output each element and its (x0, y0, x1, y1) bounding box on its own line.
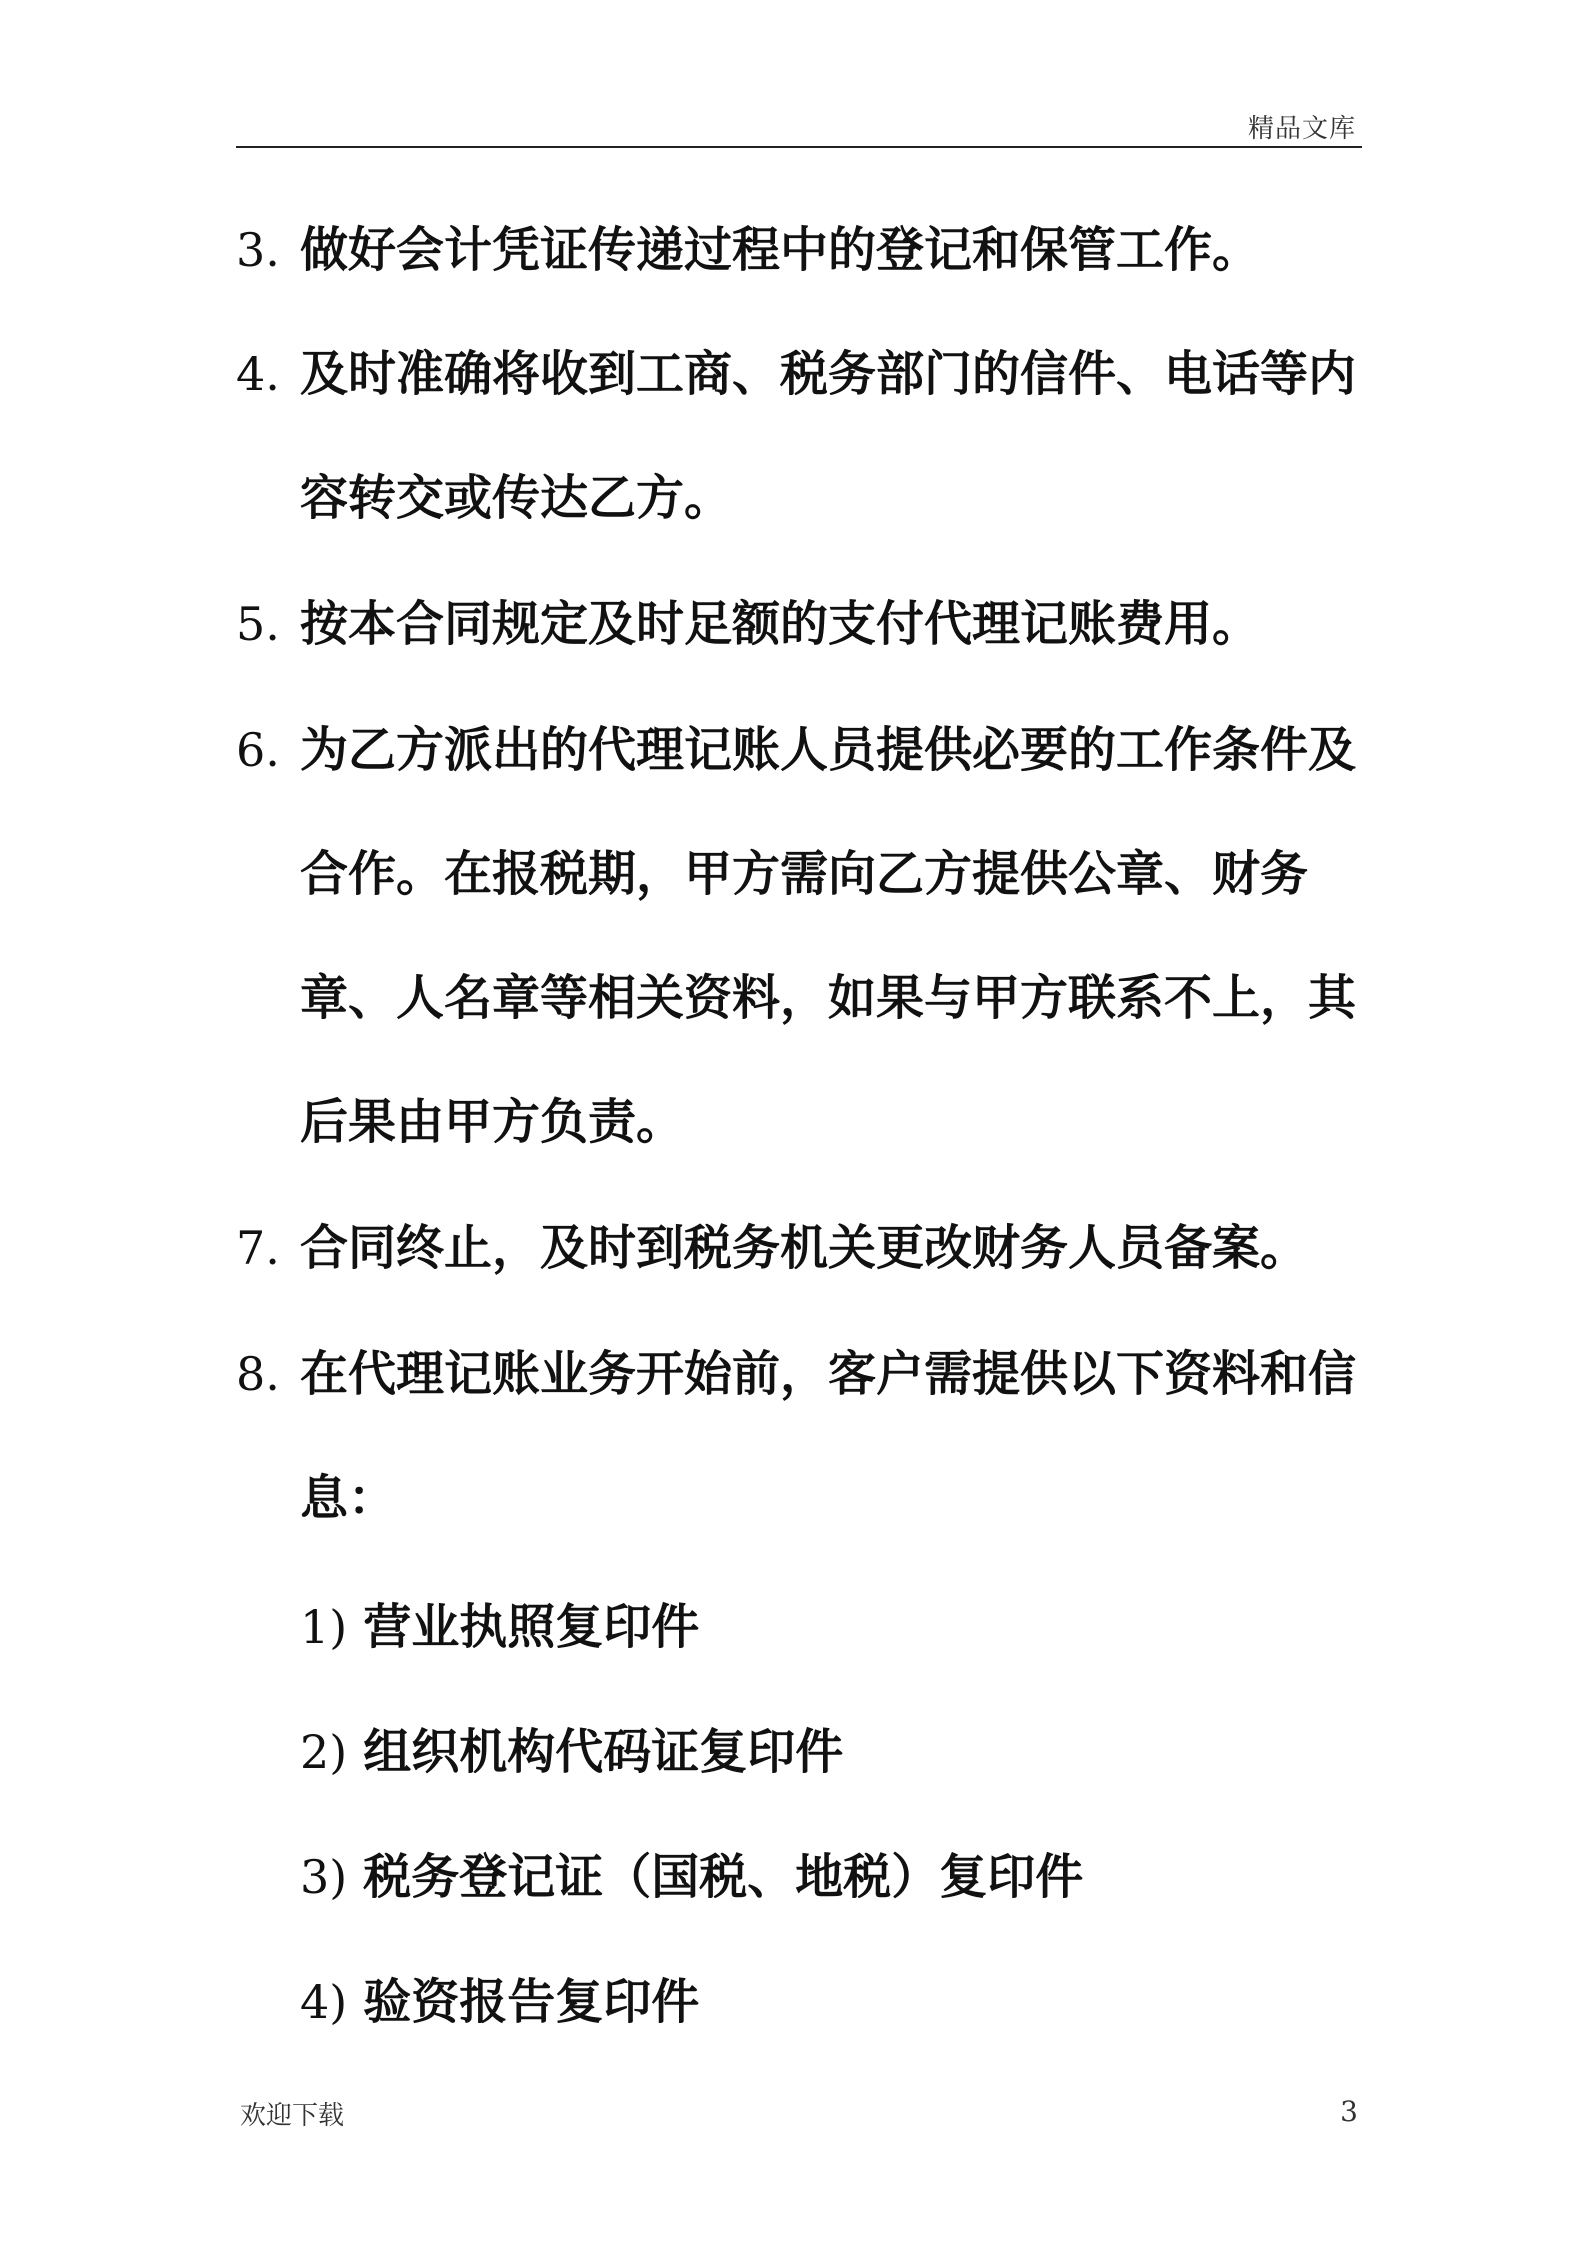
item-number: 6. (236, 723, 280, 777)
item-text: 及时准确将收到工商、税务部门的信件、电话等内容转交或传达乙方。 (300, 346, 1357, 526)
sub-item-4 (300, 1940, 699, 2064)
sub-item-3 (300, 1815, 1083, 1939)
item-number: 3. (236, 223, 280, 277)
list-item-3 (236, 188, 1376, 312)
list-item-4 (236, 312, 1376, 560)
sub-item-number: 3) (300, 1850, 348, 1904)
sub-item-2 (300, 1690, 843, 1814)
sub-item-text: 验资报告复印件 (363, 1974, 700, 2030)
item-text: 按本合同规定及时足额的支付代理记账费用。 (300, 596, 1261, 652)
item-number: 7. (236, 1221, 280, 1275)
list-item-5 (236, 562, 1376, 686)
list-item-7 (236, 1186, 1376, 1310)
header-title: 精品文库 (1247, 114, 1356, 144)
item-text: 做好会计凭证传递过程中的登记和保管工作。 (300, 222, 1261, 278)
sub-item-number: 4) (300, 1975, 348, 2029)
sub-item-number: 1) (300, 1600, 348, 1654)
sub-item-number: 2) (300, 1725, 348, 1779)
list-item-8 (236, 1312, 1376, 1560)
header-divider (236, 146, 1362, 148)
page-number: 3 (1340, 2095, 1358, 2128)
sub-item-1 (300, 1565, 699, 1689)
item-text: 在代理记账业务开始前，客户需提供以下资料和信息： (300, 1346, 1357, 1526)
item-text: 合同终止，及时到税务机关更改财务人员备案。 (300, 1220, 1309, 1276)
footer-text: 欢迎下载 (240, 2101, 345, 2131)
item-number: 5. (236, 597, 280, 651)
sub-item-text: 税务登记证（国税、地税）复印件 (363, 1849, 1084, 1905)
item-number: 4. (236, 347, 280, 401)
sub-item-text: 营业执照复印件 (363, 1599, 700, 1655)
list-item-6 (236, 688, 1376, 1184)
item-number: 8. (236, 1347, 280, 1401)
item-text: 为乙方派出的代理记账人员提供必要的工作条件及合作。在报税期，甲方需向乙方提供公章、财务章、人名章等相关资料，如果与甲方联系不上，其后果由甲方负责。 (300, 722, 1357, 1150)
sub-item-text: 组织机构代码证复印件 (363, 1724, 844, 1780)
